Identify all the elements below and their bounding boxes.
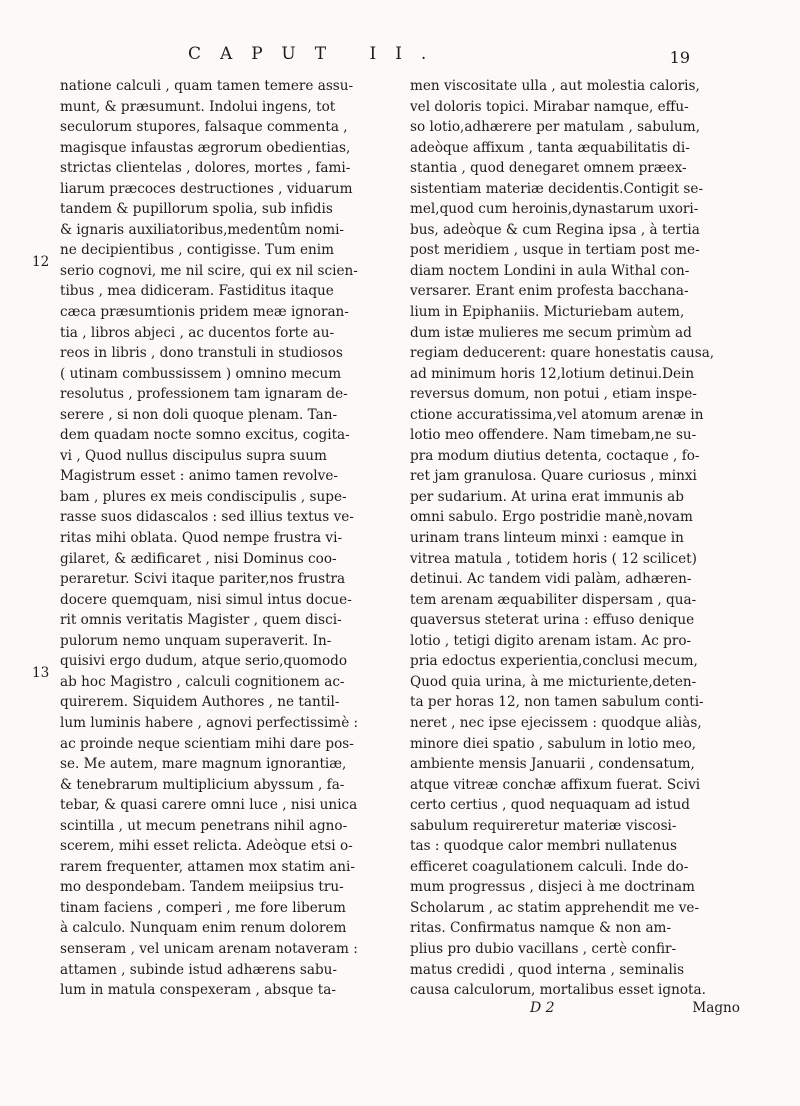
- text-line: omni sabulo. Ergo postridie manè,novam: [410, 509, 693, 526]
- text-line: reversus domum, non potui , etiam inspe-: [410, 386, 697, 403]
- text-line: sabulum requireretur materiæ viscosi-: [410, 817, 677, 834]
- text-line: munt, & præsumunt. Indolui ingens, tot: [60, 98, 336, 115]
- text-line: so lotio,adhærere per matulam , sabulum,: [410, 119, 701, 136]
- text-line: ad minimum horis 12,lotium detinui.Dein: [410, 365, 695, 382]
- text-line: à calculo. Nunquam enim renum dolorem: [60, 920, 347, 937]
- text-line: rit omnis veritatis Magister , quem disci-: [60, 612, 342, 629]
- text-line: se. Me autem, mare magnum ignorantiæ,: [60, 756, 347, 773]
- text-line: mum progressus , disjeci à me doctrinam: [410, 879, 695, 896]
- text-line: efficeret coagulationem calculi. Inde do-: [410, 858, 689, 875]
- text-line: vel doloris topici. Mirabar namque, effu-: [410, 98, 689, 115]
- margin-section-number: 13: [32, 665, 50, 681]
- catchword: Magno: [692, 1000, 740, 1016]
- text-line: ret jam granulosa. Quare curiosus , minxi: [410, 468, 697, 485]
- text-line: attamen , subinde istud adhærens sabu-: [60, 961, 338, 978]
- text-line: ambiente mensis Januarii , condensatum,: [410, 756, 695, 773]
- text-line: per sudarium. At urina erat immunis ab: [410, 488, 684, 505]
- text-line: neret , nec ipse ejecissem : quodque aliàs,: [410, 714, 702, 731]
- signature-mark: D 2: [530, 1000, 555, 1016]
- text-line: tibus , mea didiceram. Fastiditus itaque: [60, 283, 334, 300]
- text-line: vi , Quod nullus discipulus supra suum: [60, 447, 327, 464]
- text-line: ritas mihi oblata. Quod nempe frustra vi-: [60, 530, 343, 547]
- text-line: strictas clientelas , dolores, mortes , fami-: [60, 160, 351, 177]
- text-line: & tenebrarum multiplicium abyssum , fa-: [60, 776, 345, 793]
- text-line: stantia , quod denegaret omnem præex-: [410, 160, 687, 177]
- text-line: lotio meo offendere. Nam timebam,ne su-: [410, 427, 697, 444]
- text-line: quirerem. Siquidem Authores , ne tantil-: [60, 694, 340, 711]
- text-line: rarem frequenter, attamen mox statim ani-: [60, 858, 355, 875]
- text-line: urinam trans linteum minxi : eamque in: [410, 530, 684, 547]
- text-line: men viscositate ulla , aut molestia caloris,: [410, 78, 700, 94]
- text-line: cæca præsumtionis pridem meæ ignoran-: [60, 304, 349, 321]
- text-line: ( utinam combussissem ) omnino mecum: [60, 365, 342, 382]
- text-line: minore diei spatio , sabulum in lotio meo,: [410, 735, 697, 752]
- text-line: ritas. Confirmatus namque & non am-: [410, 920, 672, 937]
- text-line: senseram , vel unicam arenam notaveram :: [60, 940, 358, 957]
- text-line: liarum præcoces destructiones , viduarum: [60, 180, 353, 197]
- text-line: tinam faciens , comperi , me fore liberum: [60, 899, 346, 916]
- margin-section-number: 12: [32, 254, 50, 270]
- text-line: pulorum nemo unquam superaverit. In-: [60, 632, 332, 649]
- text-line: resolutus , professionem tam ignaram de-: [60, 386, 348, 403]
- text-line: post meridiem , usque in tertiam post me-: [410, 242, 700, 259]
- text-line: scerem, mihi esset relicta. Adeòque etsi o-: [60, 838, 353, 855]
- text-line: tas : quodque calor membri nullatenus: [410, 838, 677, 855]
- text-line: reos in libris , dono transtuli in studiosos: [60, 345, 343, 362]
- text-line: matus credidi , quod interna , seminalis: [410, 961, 685, 978]
- text-line: quisivi ergo dudum, atque serio,quomodo: [60, 653, 348, 670]
- text-line: serio cognovi, me nil scire, qui ex nil scien-: [60, 262, 358, 279]
- text-line: docere quemquam, nisi simul intus docue-: [60, 591, 352, 608]
- text-line: tandem & pupillorum spolia, sub infidis: [60, 201, 333, 218]
- text-line: ab hoc Magistro , calculi cognitionem ac-: [60, 673, 345, 690]
- left-text-column: [60, 76, 385, 1001]
- text-line: causa calculorum, mortalibus esset ignota.: [410, 982, 706, 999]
- text-line: atque vitreæ conchæ affixum fuerat. Scivi: [410, 776, 701, 793]
- text-line: bus, adeòque & cum Regina ipsa , à tertia: [410, 221, 700, 238]
- text-line: serere , si non doli quoque plenam. Tan-: [60, 406, 338, 423]
- text-line: pria edoctus experientia,conclusi mecum,: [410, 653, 698, 670]
- text-line: Quod quia urina, à me micturiente,deten-: [410, 673, 697, 690]
- text-line: plius pro dubio vacillans , certè confir-: [410, 940, 677, 957]
- text-line: ta per horas 12, non tamen sabulum conti-: [410, 694, 704, 711]
- text-line: lum in matula conspexeram , absque ta-: [60, 982, 336, 999]
- running-title: CAPUT II.: [188, 44, 446, 64]
- text-line: lium in Epiphaniis. Micturiebam autem,: [410, 304, 685, 321]
- text-line: vitrea matula , totidem horis ( 12 scilicet): [410, 550, 697, 567]
- text-line: dem quadam nocte somno excitus, cogita-: [60, 427, 350, 444]
- text-line: dum istæ mulieres me secum primùm ad: [410, 324, 692, 341]
- text-line: gilaret, & ædificaret , nisi Dominus coo-: [60, 550, 337, 567]
- text-line: certo certius , quod nequaquam ad istud: [410, 797, 690, 814]
- text-line: Magistrum esset : animo tamen revolve-: [60, 468, 338, 485]
- text-line: & ignaris auxiliatoribus,medentûm nomi-: [60, 221, 345, 238]
- text-line: mel,quod cum heroinis,dynastarum uxori-: [410, 201, 699, 218]
- text-line: versarer. Erant enim profesta bacchana-: [410, 283, 689, 300]
- text-line: regiam deducerent: quare honestatis causa,: [410, 345, 715, 362]
- text-line: lum luminis habere , agnovi perfectissimè :: [60, 714, 359, 731]
- text-line: tia , libros abjeci , ac ducentos forte au-: [60, 324, 335, 341]
- text-line: lotio , tetigi digito arenam istam. Ac pro-: [410, 632, 692, 649]
- text-line: pra modum diutius detenta, coctaque , fo-: [410, 447, 700, 464]
- text-line: seculorum stupores, falsaque commenta ,: [60, 119, 348, 136]
- text-line: quaversus steterat urina : effuso denique: [410, 612, 695, 629]
- text-line: natione calculi , quam tamen temere assu-: [60, 78, 354, 94]
- page-number: 19: [669, 48, 690, 67]
- text-line: tebar, & quasi carere omni luce , nisi unica: [60, 797, 358, 814]
- text-line: scintilla , ut mecum penetrans nihil agno-: [60, 817, 348, 834]
- text-line: diam noctem Londini in aula Withal con-: [410, 262, 690, 279]
- right-text-column: [410, 76, 745, 1001]
- text-line: Scholarum , ac statim apprehendit me ve-: [410, 899, 700, 916]
- text-line: peraretur. Scivi itaque pariter,nos frustra: [60, 571, 346, 588]
- text-line: rasse suos didascalos : sed illius textus ve-: [60, 509, 354, 526]
- text-line: ctione accuratissima,vel atomum arenæ in: [410, 406, 704, 423]
- text-line: sistentiam materiæ decidentis.Contigit se-: [410, 180, 704, 197]
- text-line: magisque infaustas ægrorum obedientias,: [60, 139, 351, 156]
- text-line: bam , plures ex meis condiscipulis , supe-: [60, 488, 347, 505]
- text-line: tem arenam æquabiliter dispersam , qua-: [410, 591, 697, 608]
- text-line: ne decipientibus , contigisse. Tum enim: [60, 242, 335, 259]
- text-line: ac proinde neque scientiam mihi dare pos-: [60, 735, 354, 752]
- text-line: mo despondebam. Tandem meiipsius tru-: [60, 879, 344, 896]
- text-line: adeòque affixum , tanta æquabilitatis di-: [410, 139, 690, 156]
- running-header: [0, 44, 800, 74]
- text-line: detinui. Ac tandem vidi palàm, adhæren-: [410, 571, 692, 588]
